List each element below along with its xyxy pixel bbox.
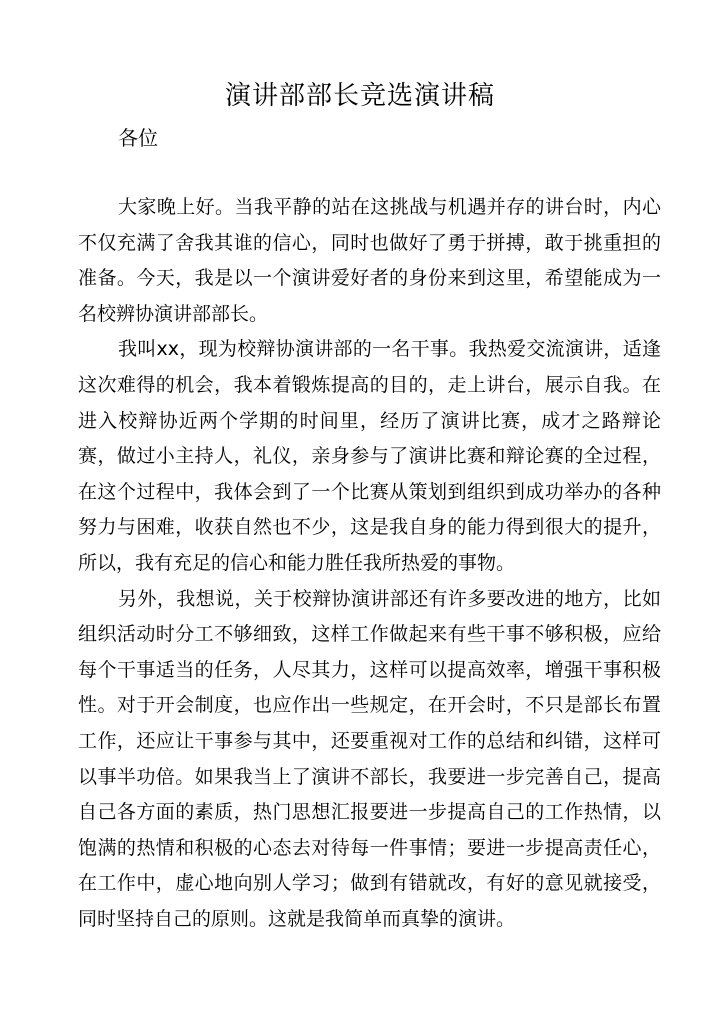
paragraph-introduction: 我叫xx，现为校辩协演讲部的一名干事。我热爱交流演讲，适逢这次难得的机会，我本着锻炼提高的目的，走上讲台，展示自我。在进入校辩协近两个学期的时间里，经历了演讲比赛，成才之路辩论赛，做过小主持人，礼仪，亲身参与了演讲比赛和辩论赛的全过程，在这个过程中，我体会到了一个比赛从策划到组织到成功举办的各种努力与困难，收获自然也不少，这是我自身的能力得到很大的提升，所以，我有充足的信心和能力胜任我所热爱的事物。 <box>78 338 661 574</box>
document-body <box>78 190 661 937</box>
document-title: 演讲部部长竞选演讲稿 <box>224 81 495 111</box>
paragraph-plans: 另外，我想说，关于校辩协演讲部还有许多要改进的地方，比如组织活动时分工不够细致，这样工作做起来有些干事不够积极，应给每个干事适当的任务，人尽其力，这样可以提高效率，增强干事积极性。对于开会制度，也应作出一些规定，在开会时，不只是部长布置工作，还应让干事参与其中，还要重视对工作的总结和纠错，这样可以事半功倍。如果我当上了演讲不部长，我要进一步完善自己，提高自己各方面的素质，热门思想汇报要进一步提高自己的工作热情，以饱满的热情和积极的心态去对待每一件事情；要进一步提高责任心，在工作中，虚心地向别人学习；做到有错就改，有好的意见就接受，同时坚持自己的原则。这就是我简单而真挚的演讲。 <box>78 587 661 930</box>
salutation: 各位 <box>118 126 158 150</box>
paragraph-greeting: 大家晚上好。当我平静的站在这挑战与机遇并存的讲台时，内心不仅充满了舍我其谁的信心，同时也做好了勇于拼搏，敢于挑重担的准备。今天，我是以一个演讲爱好者的身份来到这里，希望能成为一名校辨协演讲部部长。 <box>78 196 661 325</box>
